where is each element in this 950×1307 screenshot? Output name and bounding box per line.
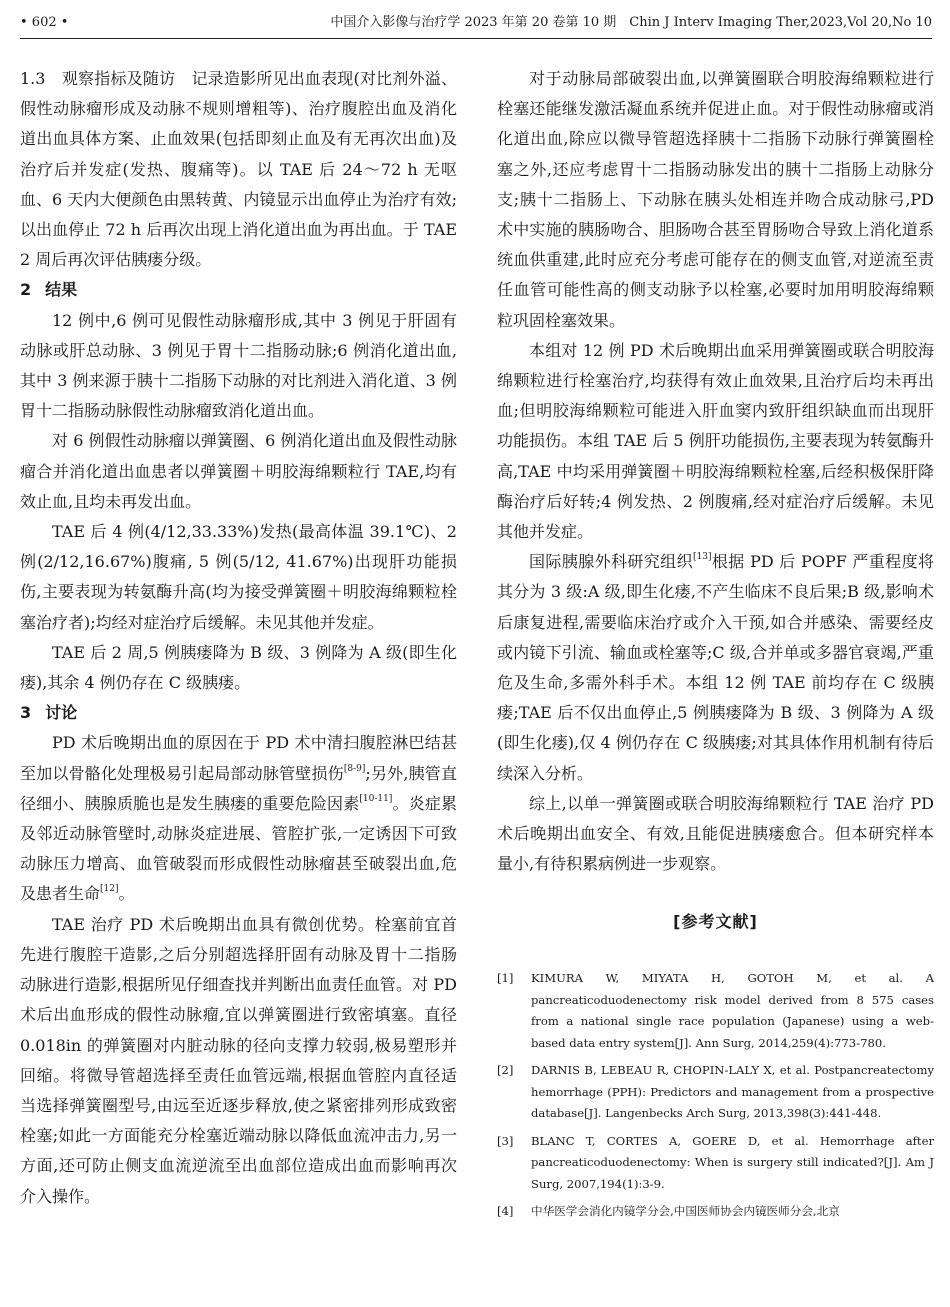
discussion-p1-text-c: 。炎症累及邻近动脉管壁时,动脉炎症进展、管腔扩张,一定诱因下可致动脉压力增高、血管破裂而形成假性动脉瘤甚至破裂出血,危及患者生命 [20, 793, 457, 904]
section-1-3-number: 1.3 [20, 69, 46, 88]
section-3-title: 讨论 [45, 703, 78, 723]
reference-text: DARNIS B, LEBEAU R, CHOPIN-LALY X, et al. Postpancreatectomy hemorrhage (PPH): Predictors and management from a prospective database[J]. Langenbecks Arch Surg, 2013,398(3):441-448. [531, 1063, 934, 1121]
reference-text: 中华医学会消化内镜学分会,中国医师协会内镜医师分会,北京 [531, 1204, 840, 1219]
right-column [497, 64, 934, 1229]
section-2-title: 结果 [45, 280, 78, 300]
reference-number: [4] [497, 1204, 514, 1219]
left-column [20, 64, 457, 1212]
discussion-p1-text-a: PD 术后晚期出血的原因在于 PD 术中清扫腹腔淋巴结甚至加以骨骼化处理极易引起局部动脉管壁损伤 [20, 733, 457, 783]
journal-running-title: 中国介入影像与治疗学 2023 年第 20 卷第 10 期 Chin J Interv Imaging Ther,2023,Vol 20,No 10 [330, 15, 932, 30]
discussion-paragraph-6: 综上,以单一弹簧圈或联合明胶海绵颗粒行 TAE 治疗 PD 术后晚期出血安全、有效,且能促进胰瘘愈合。但本研究样本量小,有待积累病例进一步观察。 [497, 793, 934, 874]
reference-text: BLANC T, CORTES A, GOERE D, et al. Hemorrhage after pancreaticoduodenectomy: When is surgery still indicated?[J]. Am J Surg, 2007,194(1):3-9. [531, 1133, 934, 1191]
citation-10-11: [10-11] [359, 793, 393, 804]
reference-item [497, 968, 934, 1054]
page-number: • 602 • [20, 15, 69, 30]
reference-number: [2] [497, 1063, 514, 1078]
citation-12: [12] [100, 884, 119, 895]
reference-number: [1] [497, 971, 514, 986]
discussion-p1-text-d: 。 [118, 884, 135, 904]
discussion-paragraph-3: 对于动脉局部破裂出血,以弹簧圈联合明胶海绵颗粒进行栓塞还能继发激活凝血系统并促进止血。对于假性动脉瘤或消化道出血,除应以微导管超选择胰十二指肠下动脉行弹簧圈栓塞之外,还应考虑胃十二指肠动脉发出的胰十二指肠上动脉分支;胰十二指肠上、下动脉在胰头处相连并吻合成动脉弓,PD 术中实施的胰肠吻合、胆肠吻合甚至胃肠吻合导致上消化道系统血供重建,此时应充分考虑可能存在的侧支血管,对逆流至责任血管可能性高的侧支动脉予以栓塞,必要时加用明胶海绵颗粒巩固栓塞效果。 [497, 69, 934, 330]
results-paragraph-1: 12 例中,6 例可见假性动脉瘤形成,其中 3 例见于肝固有动脉或肝总动脉、3 例见于胃十二指肠动脉;6 例消化道出血,其中 3 例来源于胰十二指肠下动脉的对比剂进入消化道、3 例胃十二指肠动脉假性动脉瘤致消化道出血。 [20, 310, 457, 421]
reference-item [497, 1201, 934, 1223]
discussion-paragraph-1 [20, 728, 457, 909]
citation-8-9: [8-9] [343, 763, 366, 774]
results-paragraph-2: 对 6 例假性动脉瘤以弹簧圈、6 例消化道出血及假性动脉瘤合并消化道出血患者以弹簧圈＋明胶海绵颗粒行 TAE,均有效止血,且均未再发出血。 [20, 431, 457, 511]
results-paragraph-3: TAE 后 4 例(4/12,33.33%)发热(最高体温 39.1℃)、2 例(2/12,16.67%)腹痛, 5 例(5/12, 41.67%)出现肝功能损伤,主要表现为转氨酶升高(均为接受弹簧圈＋明胶海绵颗粒栓塞治疗者);均经对症治疗后缓解。未见其他并发症。 [20, 522, 457, 632]
discussion-paragraph-2: TAE 治疗 PD 术后晚期出血具有微创优势。栓塞前宜首先进行腹腔干造影,之后分别超选择肝固有动脉及胃十二指肠动脉进行造影,根据所见仔细查找并判断出血责任血管。对 PD 术后出血形成的假性动脉瘤,宜以弹簧圈进行致密填塞。直径 0.018in 的弹簧圈对内脏动脉的径向支撑力较弱,极易塑形并回缩。将微导管超选择至责任血管远端,根据血管腔内直径适当选择弹簧圈型号,由远至近逐步释放,使之紧密排列形成致密栓塞;如此一方面能充分栓塞近端动脉以降低血流冲击力,另一方面,还可防止侧支血流逆流至出血部位造成出血而影响再次介入操作。 [20, 914, 457, 1206]
results-paragraph-4: TAE 后 2 周,5 例胰瘘降为 B 级、3 例降为 A 级(即生化瘘),其余 4 例仍存在 C 级胰瘘。 [20, 642, 457, 693]
reference-number: [3] [497, 1133, 514, 1148]
section-3-heading [20, 698, 457, 728]
section-1-3-title: 观察指标及随访 [61, 69, 176, 88]
section-1-3-paragraph [20, 64, 457, 275]
discussion-p5-text-a: 国际胰腺外科研究组织 [529, 552, 693, 572]
reference-item [497, 1131, 934, 1196]
discussion-paragraph-5 [497, 547, 934, 789]
discussion-p1-text-b: ;另外,胰管直径细小、胰腺质脆也是发生胰瘘的重要危险因素 [20, 763, 457, 813]
reference-text: KIMURA W, MIYATA H, GOTOH M, et al. A pancreaticoduodenectomy risk model derived from 8 575 cases from a national single race population (Japanese) using a web-based data entry system[J]. Ann Surg, 2014,259(4):773-780. [531, 971, 934, 1050]
section-2-heading [20, 275, 457, 305]
page-header [20, 12, 932, 39]
discussion-p5-text-b: 根据 PD 后 POPF 严重程度将其分为 3 级:A 级,即生化瘘,不产生临床不良后果;B 级,影响术后康复进程,需要临床治疗或介入干预,如合并感染、需要经皮或内镜下引流、输血或栓塞等;C 级,合并单或多器官衰竭,严重危及生命,多需外科手术。本组 12 例 TAE 前均存在 C 级胰瘘;TAE 后不仅出血停止,5 例胰瘘降为 B 级、3 例降为 A 级(即生化瘘),仅 4 例仍存在 C 级胰瘘;对其具体作用机制有待后续深入分析。 [497, 552, 934, 783]
section-2-number: 2 [20, 280, 32, 300]
references-title: [参考文献] [673, 912, 758, 932]
citation-13: [13] [693, 552, 712, 563]
reference-list [497, 968, 934, 1223]
discussion-paragraph-4: 本组对 12 例 PD 术后晚期出血采用弹簧圈或联合明胶海绵颗粒进行栓塞治疗,均获得有效止血效果,且治疗后均未再出血;但明胶海绵颗粒可能进入肝血窦内致肝组织缺血而出现肝功能损伤。本组 TAE 后 5 例肝功能损伤,主要表现为转氨酶升高,TAE 中均采用弹簧圈＋明胶海绵颗粒栓塞,后经积极保肝降酶治疗后好转;4 例发热、2 例腹痛,经对症治疗后缓解。未见其他并发症。 [497, 340, 934, 542]
section-1-3-text: 记录造影所见出血表现(对比剂外溢、假性动脉瘤形成及动脉不规则增粗等)、治疗腹腔出血及消化道出血具体方案、止血效果(包括即刻止血及有无再次出血)及治疗后并发症(发热、腹痛等)。以 TAE 后 24～72 h 无呕血、6 天内大便颜色由黑转黄、内镜显示出血停止为治疗有效;以出血停止 72 h 后再次出现上消化道出血为再出血。于 TAE 2 周后再次评估胰瘘分级。 [20, 69, 457, 270]
reference-item [497, 1060, 934, 1125]
section-3-number: 3 [20, 703, 32, 723]
